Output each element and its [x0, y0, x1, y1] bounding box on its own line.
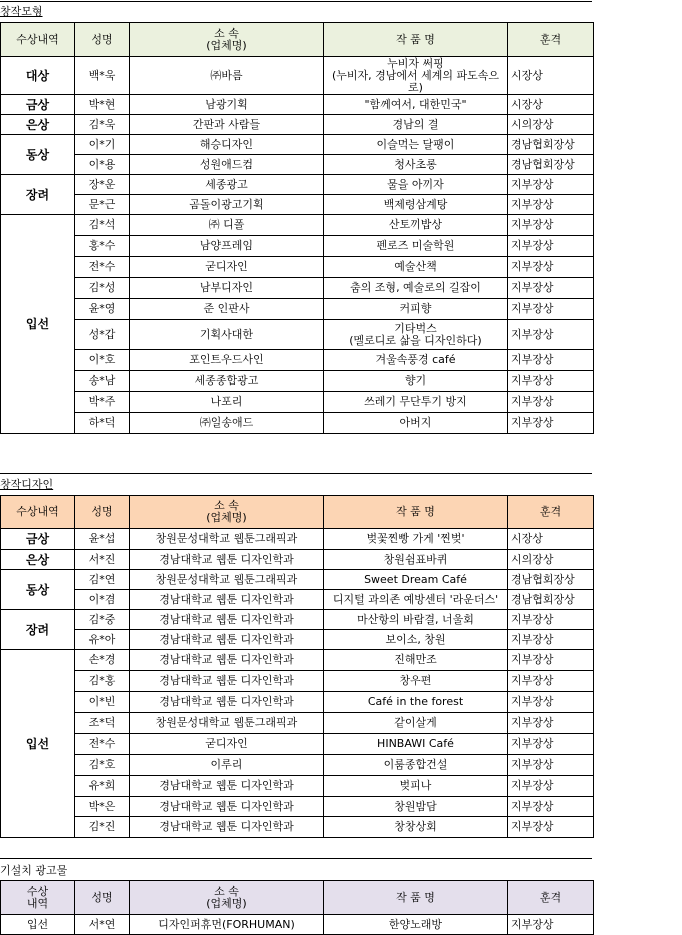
award-table-installed [0, 880, 594, 935]
header-work: 작 품 명 [324, 23, 508, 57]
org-cell: 남양프레임 [130, 236, 324, 257]
name-cell: 유*아 [75, 630, 130, 650]
org-cell: 굳디자인 [130, 734, 324, 755]
award-cell: 입선 [1, 215, 75, 434]
work-cell: 커피향 [324, 299, 508, 320]
honor-cell: 지부장상 [508, 215, 594, 236]
name-cell: 박*은 [75, 797, 130, 817]
honor-cell: 지부장상 [508, 371, 594, 392]
honor-cell: 지부장상 [508, 299, 594, 320]
honor-cell: 지부장상 [508, 817, 594, 838]
table-row [1, 550, 594, 570]
name-cell: 김*연 [75, 570, 130, 590]
header-award: 수상내역 [1, 23, 75, 57]
org-cell: ㈜일송애드 [130, 413, 324, 434]
honor-cell: 지부장상 [508, 175, 594, 195]
award-cell: 은상 [1, 550, 75, 570]
work-cell: 기타벅스 (멜로디로 삶을 디자인하다) [324, 320, 508, 350]
table-row [1, 692, 594, 713]
honor-cell: 지부장상 [508, 776, 594, 797]
award-cell: 은상 [1, 115, 75, 135]
honor-cell: 지부장상 [508, 257, 594, 278]
name-cell: 조*덕 [75, 713, 130, 734]
work-cell: 창우편 [324, 671, 508, 692]
work-cell: 물을 아끼자 [324, 175, 508, 195]
table-row [1, 671, 594, 692]
table-row [1, 175, 594, 195]
work-cell: 예술산책 [324, 257, 508, 278]
work-cell: 진해만조 [324, 650, 508, 671]
blank-row [1, 838, 594, 856]
honor-cell: 지부장상 [508, 755, 594, 776]
org-cell: 준 인판사 [130, 299, 324, 320]
award-cell: 장려 [1, 175, 75, 215]
table-row [1, 610, 594, 630]
table-row [1, 413, 594, 434]
header-work: 작 품 명 [324, 496, 508, 529]
work-cell: 벚피나 [324, 776, 508, 797]
name-cell: 윤*섭 [75, 529, 130, 550]
name-cell: 박*현 [75, 95, 130, 115]
honor-cell: 시의장상 [508, 550, 594, 570]
table-row [1, 734, 594, 755]
honor-cell: 지부장상 [508, 413, 594, 434]
table-row [1, 817, 594, 838]
name-cell: 송*남 [75, 371, 130, 392]
honor-cell: 지부장상 [508, 734, 594, 755]
table-header-row [1, 496, 594, 529]
org-cell: 곰돌이광고기획 [130, 195, 324, 215]
org-cell: ㈜ 디폴 [130, 215, 324, 236]
org-cell: 디자인퍼휴먼(FORHUMAN) [130, 915, 324, 935]
work-cell: "함께여서, 대한민국" [324, 95, 508, 115]
org-cell: 경남대학교 웹툰 디자인학과 [130, 590, 324, 610]
org-cell: 창원문성대학교 웹툰그래픽과 [130, 713, 324, 734]
table-row [1, 95, 594, 115]
award-cell: 동상 [1, 570, 75, 610]
work-cell: 펜로즈 미술학원 [324, 236, 508, 257]
name-cell: 이*겸 [75, 590, 130, 610]
name-cell: 문*근 [75, 195, 130, 215]
award-table-modeling [0, 22, 594, 451]
name-cell: 김*호 [75, 755, 130, 776]
table-header-row [1, 881, 594, 915]
table-row [1, 215, 594, 236]
blank-cell [324, 838, 508, 856]
honor-cell: 시의장상 [508, 115, 594, 135]
work-cell: 디지털 과의존 예방센터 '라운더스' [324, 590, 508, 610]
org-cell: 경남대학교 웹툰 디자인학과 [130, 610, 324, 630]
table-row [1, 776, 594, 797]
table-row [1, 135, 594, 155]
header-award: 수상내역 [1, 496, 75, 529]
org-cell: 해승디자인 [130, 135, 324, 155]
org-cell: 경남대학교 웹툰 디자인학과 [130, 630, 324, 650]
honor-cell: 지부장상 [508, 278, 594, 299]
org-cell: 세종종합광고 [130, 371, 324, 392]
honor-cell: 지부장상 [508, 915, 594, 935]
org-cell: 창원문성대학교 웹툰그래픽과 [130, 570, 324, 590]
work-cell: 창원밤담 [324, 797, 508, 817]
name-cell: 서*연 [75, 915, 130, 935]
org-cell: ㈜바름 [130, 57, 324, 95]
header-award: 수상 내역 [1, 881, 75, 915]
blank-cell [130, 434, 324, 451]
work-cell: 누비자 써핑 (누비자, 경남에서 세계의 파도속으로) [324, 57, 508, 95]
name-cell: 이*기 [75, 135, 130, 155]
table-row [1, 320, 594, 350]
org-cell: 창원문성대학교 웹툰그래픽과 [130, 529, 324, 550]
table-row [1, 570, 594, 590]
name-cell: 전*수 [75, 257, 130, 278]
table-row [1, 299, 594, 320]
award-cell: 입선 [1, 650, 75, 838]
table-row [1, 257, 594, 278]
table-row [1, 236, 594, 257]
work-cell: 청사초롱 [324, 155, 508, 175]
table-row [1, 915, 594, 935]
org-cell: 기획사대한 [130, 320, 324, 350]
honor-cell: 시장상 [508, 95, 594, 115]
header-name: 성명 [75, 23, 130, 57]
work-cell: 마산항의 바람결, 너울회 [324, 610, 508, 630]
award-cell: 금상 [1, 529, 75, 550]
work-cell: 겨울속풍경 café [324, 350, 508, 371]
table-row [1, 371, 594, 392]
blank-cell [324, 434, 508, 451]
award-cell: 동상 [1, 135, 75, 175]
org-cell: 경남대학교 웹툰 디자인학과 [130, 776, 324, 797]
honor-cell: 지부장상 [508, 236, 594, 257]
name-cell: 손*경 [75, 650, 130, 671]
table-row [1, 630, 594, 650]
org-cell: 경남대학교 웹툰 디자인학과 [130, 550, 324, 570]
blank-row [1, 434, 594, 451]
org-cell: 포인트우드사인 [130, 350, 324, 371]
org-cell: 경남대학교 웹툰 디자인학과 [130, 817, 324, 838]
header-name: 성명 [75, 881, 130, 915]
blank-cell [75, 838, 130, 856]
section-title-design: 창작디자인 [0, 478, 54, 491]
blank-cell [130, 838, 324, 856]
table-row [1, 590, 594, 610]
blank-cell [75, 434, 130, 451]
table-row [1, 57, 594, 95]
honor-cell: 지부장상 [508, 671, 594, 692]
honor-cell: 지부장상 [508, 350, 594, 371]
work-cell: 아버지 [324, 413, 508, 434]
honor-cell: 시장상 [508, 529, 594, 550]
award-cell: 대상 [1, 57, 75, 95]
name-cell: 김*중 [75, 610, 130, 630]
org-cell: 세종광고 [130, 175, 324, 195]
table-row [1, 350, 594, 371]
work-cell: 춤의 조형, 예술로의 길잡이 [324, 278, 508, 299]
table-row [1, 195, 594, 215]
blank-cell [508, 838, 594, 856]
org-cell: 경남대학교 웹툰 디자인학과 [130, 671, 324, 692]
table-row [1, 529, 594, 550]
work-cell: Café in the forest [324, 692, 508, 713]
blank-cell [1, 434, 75, 451]
award-table-design [0, 495, 594, 856]
table-row [1, 713, 594, 734]
award-cell: 금상 [1, 95, 75, 115]
table-row [1, 115, 594, 135]
section-title-installed: 기설치 광고물 [0, 864, 68, 877]
header-honor: 훈격 [508, 23, 594, 57]
honor-cell: 지부장상 [508, 392, 594, 413]
work-cell: 쓰레기 무단투기 방지 [324, 392, 508, 413]
org-cell: 나포리 [130, 392, 324, 413]
name-cell: 전*수 [75, 734, 130, 755]
table-header-row [1, 23, 594, 57]
header-org: 소 속 (업체명) [130, 881, 324, 915]
name-cell: 박*주 [75, 392, 130, 413]
table-row [1, 278, 594, 299]
name-cell: 이*호 [75, 350, 130, 371]
name-cell: 김*진 [75, 817, 130, 838]
name-cell: 홍*수 [75, 236, 130, 257]
org-cell: 경남대학교 웹툰 디자인학과 [130, 797, 324, 817]
honor-cell: 지부장상 [508, 797, 594, 817]
header-honor: 훈격 [508, 496, 594, 529]
header-org: 소 속 (업체명) [130, 23, 324, 57]
work-cell: 이슬먹는 달팽이 [324, 135, 508, 155]
work-cell: 경남의 결 [324, 115, 508, 135]
work-cell: Sweet Dream Café [324, 570, 508, 590]
org-cell: 성원애드컴 [130, 155, 324, 175]
work-cell: 창원쉼표바퀴 [324, 550, 508, 570]
work-cell: HINBAWI Café [324, 734, 508, 755]
section-title-modeling: 창작모형 [0, 5, 43, 18]
blank-cell [1, 838, 75, 856]
honor-cell: 지부장상 [508, 692, 594, 713]
table-row [1, 155, 594, 175]
honor-cell: 지부장상 [508, 713, 594, 734]
name-cell: 김*홍 [75, 671, 130, 692]
org-cell: 간판과 사람들 [130, 115, 324, 135]
award-cell: 입선 [1, 915, 75, 935]
name-cell: 이*빈 [75, 692, 130, 713]
name-cell: 김*석 [75, 215, 130, 236]
name-cell: 장*운 [75, 175, 130, 195]
name-cell: 김*성 [75, 278, 130, 299]
table-row [1, 392, 594, 413]
work-cell: 한양노래방 [324, 915, 508, 935]
name-cell: 하*덕 [75, 413, 130, 434]
header-honor: 훈격 [508, 881, 594, 915]
work-cell: 보이소, 창원 [324, 630, 508, 650]
name-cell: 백*욱 [75, 57, 130, 95]
header-work: 작 품 명 [324, 881, 508, 915]
work-cell: 창창상회 [324, 817, 508, 838]
table-row [1, 650, 594, 671]
work-cell: 백제령삼계탕 [324, 195, 508, 215]
honor-cell: 지부장상 [508, 610, 594, 630]
honor-cell: 경남협회장상 [508, 155, 594, 175]
honor-cell: 지부장상 [508, 195, 594, 215]
name-cell: 유*희 [75, 776, 130, 797]
work-cell: 이룸종합건설 [324, 755, 508, 776]
honor-cell: 지부장상 [508, 630, 594, 650]
work-cell: 같이살게 [324, 713, 508, 734]
name-cell: 성*갑 [75, 320, 130, 350]
name-cell: 윤*영 [75, 299, 130, 320]
org-cell: 이루리 [130, 755, 324, 776]
blank-cell [508, 434, 594, 451]
org-cell: 경남대학교 웹툰 디자인학과 [130, 692, 324, 713]
name-cell: 이*용 [75, 155, 130, 175]
honor-cell: 시장상 [508, 57, 594, 95]
table-row [1, 755, 594, 776]
header-org: 소 속 (업체명) [130, 496, 324, 529]
work-cell: 향기 [324, 371, 508, 392]
honor-cell: 지부장상 [508, 320, 594, 350]
name-cell: 서*진 [75, 550, 130, 570]
org-cell: 남광기획 [130, 95, 324, 115]
org-cell: 굳디자인 [130, 257, 324, 278]
award-cell: 장려 [1, 610, 75, 650]
org-cell: 남부디자인 [130, 278, 324, 299]
work-cell: 벚꽃찐빵 가게 '찐벚' [324, 529, 508, 550]
table-row [1, 797, 594, 817]
header-name: 성명 [75, 496, 130, 529]
name-cell: 김*욱 [75, 115, 130, 135]
honor-cell: 경남협회장상 [508, 570, 594, 590]
honor-cell: 경남협회장상 [508, 590, 594, 610]
honor-cell: 지부장상 [508, 650, 594, 671]
work-cell: 산토끼밥상 [324, 215, 508, 236]
org-cell: 경남대학교 웹툰 디자인학과 [130, 650, 324, 671]
honor-cell: 경남협회장상 [508, 135, 594, 155]
